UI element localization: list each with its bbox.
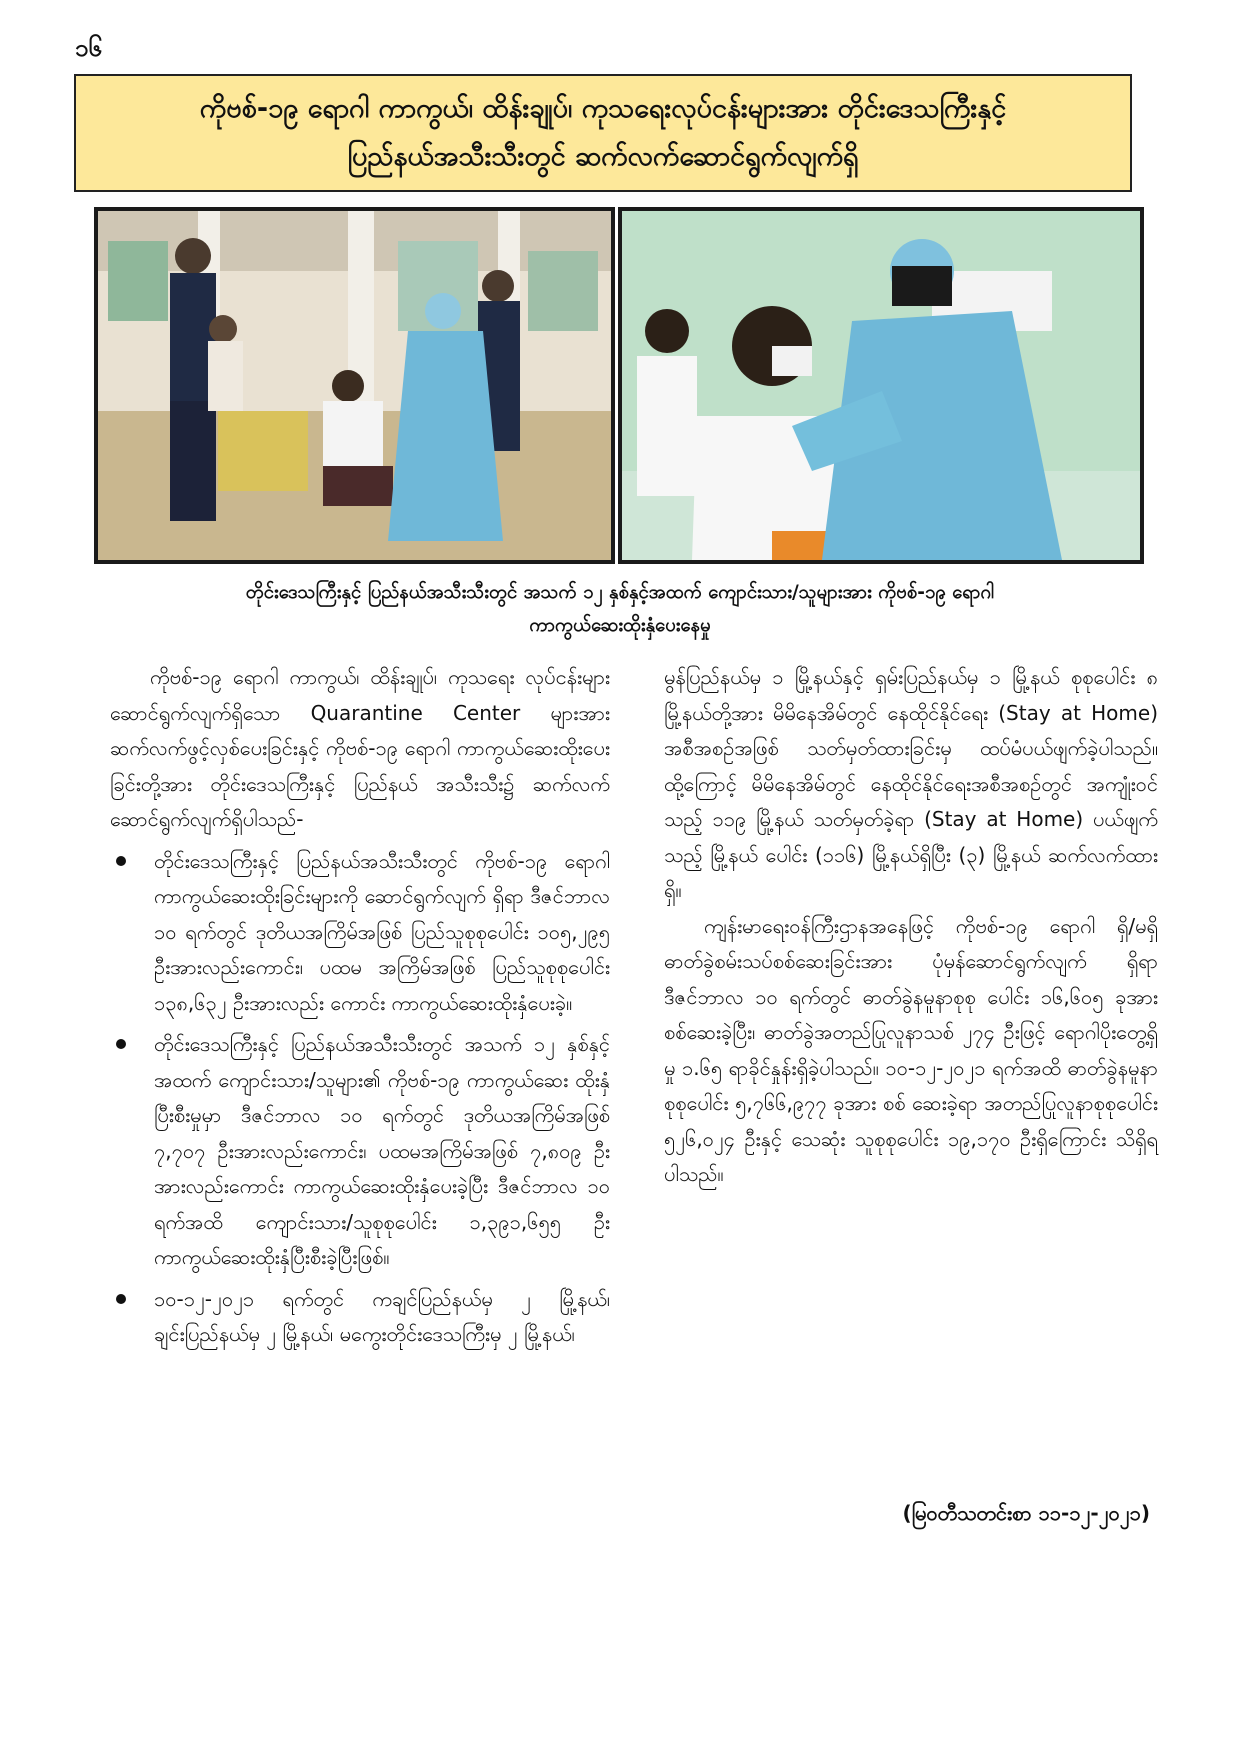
stay-at-home-paragraph: မွန်ပြည်နယ်မှ ၁ မြို့နယ်နှင့် ရှမ်းပြည်နယ်မှ ၁ မြို့နယ် စုစုပေါင်း ၈ မြို့နယ်တို့အား မိမိနေအိမ်တွင် နေထိုင်နိုင်ရေး (Stay at Home) အစီအစဉ်အဖြစ် သတ်မှတ်ထားခြင်းမှ ထပ်မံပယ်ဖျက်ခဲ့ပါသည်။ ထို့ကြောင့် မိမိနေအိမ်တွင် နေထိုင်နိုင်ရေးအစီအစဉ်တွင် အကျုံးဝင်သည့် ၁၁၉ မြို့နယ် သတ်မှတ်ခဲ့ရာ (Stay at Home) ပယ်ဖျက်သည့် မြို့နယ် ပေါင်း (၁၁၆) မြို့နယ်ရှိပြီး (၃) မြို့နယ် ဆက်လက်ထားရှိ။ — [664, 665, 1158, 902]
bullet-list — [110, 844, 610, 1353]
bullet-item — [110, 1282, 610, 1353]
bullet-text: ၁၀-၁၂-၂၀၂၁ ရက်တွင် ကချင်ပြည်နယ်မှ ၂ မြို့နယ်၊ ချင်းပြည်နယ်မှ ၂ မြို့နယ်၊ မကွေးတိုင်းဒေသကြီးမှ ၂ မြို့နယ်၊ — [154, 1286, 610, 1346]
source-credit: (မြဝတီသတင်းစာ ၁၁-၁၂-၂၀၂၁) — [902, 1501, 1150, 1525]
bullet-item — [110, 844, 610, 1022]
headline-box — [74, 74, 1132, 192]
bullet-icon — [116, 1039, 126, 1049]
bullet-icon — [116, 856, 126, 866]
bullet-text: တိုင်းဒေသကြီးနှင့် ပြည်နယ်အသီးသီးတွင် အသက် ၁၂ နှစ်နှင့်အထက် ကျောင်းသား/သူများ၏ ကိုဗစ်-၁၉ ကာကွယ်ဆေး ထိုးနှံပြီးစီးမှုမှာ ဒီဇင်ဘာလ ၁၀ ရက်တွင် ဒုတိယအကြိမ်အဖြစ် ၇,၇၀၇ ဦးအားလည်းကောင်း၊ ပထမအကြိမ်အဖြစ် ၇,၈၀၉ ဦးအားလည်းကောင်း ကာကွယ်ဆေးထိုးနှံပေးခဲ့ပြီး ဒီဇင်ဘာလ ၁၀ ရက်အထိ ကျောင်းသား/သူစုစုပေါင်း ၁,၃၉၁,၆၅၅ ဦး ကာကွယ်ဆေးထိုးနှံပြီးစီးခဲ့ပြီးဖြစ်။ — [154, 1032, 610, 1269]
caption-line-2: ကာကွယ်ဆေးထိုးနှံပေးနေမှု — [529, 615, 711, 636]
headline-line-2: ပြည်နယ်အသီးသီးတွင် ဆက်လက်ဆောင်ရွက်လျက်ရှိ — [347, 141, 859, 172]
bullet-item — [110, 1027, 610, 1276]
caption-line-1: တိုင်းဒေသကြီးနှင့် ပြည်နယ်အသီးသီးတွင် အသက် ၁၂ နှစ်နှင့်အထက် ကျောင်းသား/သူများအား ကိုဗစ်-၁၉ ရောဂါ — [245, 582, 995, 603]
testing-paragraph: ကျန်းမာရေးဝန်ကြီးဌာနအနေဖြင့် ကိုဗစ်-၁၉ ရောဂါ ရှိ/မရှိ ဓာတ်ခွဲစမ်းသပ်စစ်ဆေးခြင်းအား ပုံမှန်ဆောင်ရွက်လျက် ရှိရာ ဒီဇင်ဘာလ ၁၀ ရက်တွင် ဓာတ်ခွဲနမူနာစုစု ပေါင်း ၁၆,၆၀၅ ခုအား စစ်ဆေးခဲ့ပြီး၊ ဓာတ်ခွဲအတည်ပြုလူနာသစ် ၂၇၄ ဦးဖြင့် ရောဂါပိုးတွေ့ရှိမှု ၁.၆၅ ရာခိုင်နှုန်းရှိခဲ့ပါသည်။ ၁၀-၁၂-၂၀၂၁ ရက်အထိ ဓာတ်ခွဲနမူနာစုစုပေါင်း ၅,၇၆၆,၉၇၇ ခုအား စစ် ဆေးခဲ့ရာ အတည်ပြုလူနာစုစုပေါင်း ၅၂၆,၀၂၄ ဦးနှင့် သေဆုံး သူစုစုပေါင်း ၁၉,၁၇၀ ဦးရှိကြောင်း သိရှိရပါသည်။ — [664, 913, 1158, 1186]
photo-caption — [100, 576, 1140, 642]
headline-line-1: ကိုဗစ်-၁၉ ရောဂါ ကာကွယ်၊ ထိန်းချုပ်၊ ကုသရေးလုပ်ငန်းများအား တိုင်းဒေသကြီးနှင့် — [199, 93, 1007, 124]
article-left-column — [110, 660, 610, 1353]
intro-paragraph: ကိုဗစ်-၁၉ ရောဂါ ကာကွယ်၊ ထိန်းချုပ်၊ ကုသရေး လုပ်ငန်းများ ဆောင်ရွက်လျက်ရှိသော Quarantine Center များအား ဆက်လက်ဖွင့်လှစ်ပေးခြင်းနှင့် ကိုဗစ်-၁၉ ရောဂါ ကာကွယ်ဆေးထိုးပေးခြင်းတို့အား တိုင်းဒေသကြီးနှင့် ပြည်နယ် အသီးသီး၌ ဆက်လက်ဆောင်ရွက်လျက်ရှိပါသည်- — [110, 665, 610, 831]
bullet-icon — [116, 1294, 126, 1304]
photo-student-vaccination-image — [622, 211, 1140, 560]
bullet-text: တိုင်းဒေသကြီးနှင့် ပြည်နယ်အသီးသီးတွင် ကိုဗစ်-၁၉ ရောဂါ ကာကွယ်ဆေးထိုးခြင်းများကို ဆောင်ရွက်လျက် ရှိရာ ဒီဇင်ဘာလ ၁၀ ရက်တွင် ဒုတိယအကြိမ်အဖြစ် ပြည်သူစုစုပေါင်း ၁၀၅,၂၉၅ ဦးအားလည်းကောင်း၊ ပထမ အကြိမ်အဖြစ် ပြည်သူစုစုပေါင်း ၁၃၈,၆၃၂ ဦးအားလည်း ကောင်း ကာကွယ်ဆေးထိုးနှံပေးခဲ့။ — [154, 848, 610, 1015]
photo-student-vaccination — [618, 207, 1144, 564]
photo-vaccination-hall-image — [98, 211, 611, 560]
page-number: ၁၆ — [75, 34, 102, 62]
article-right-column — [664, 660, 1158, 1193]
photo-vaccination-hall — [94, 207, 615, 564]
